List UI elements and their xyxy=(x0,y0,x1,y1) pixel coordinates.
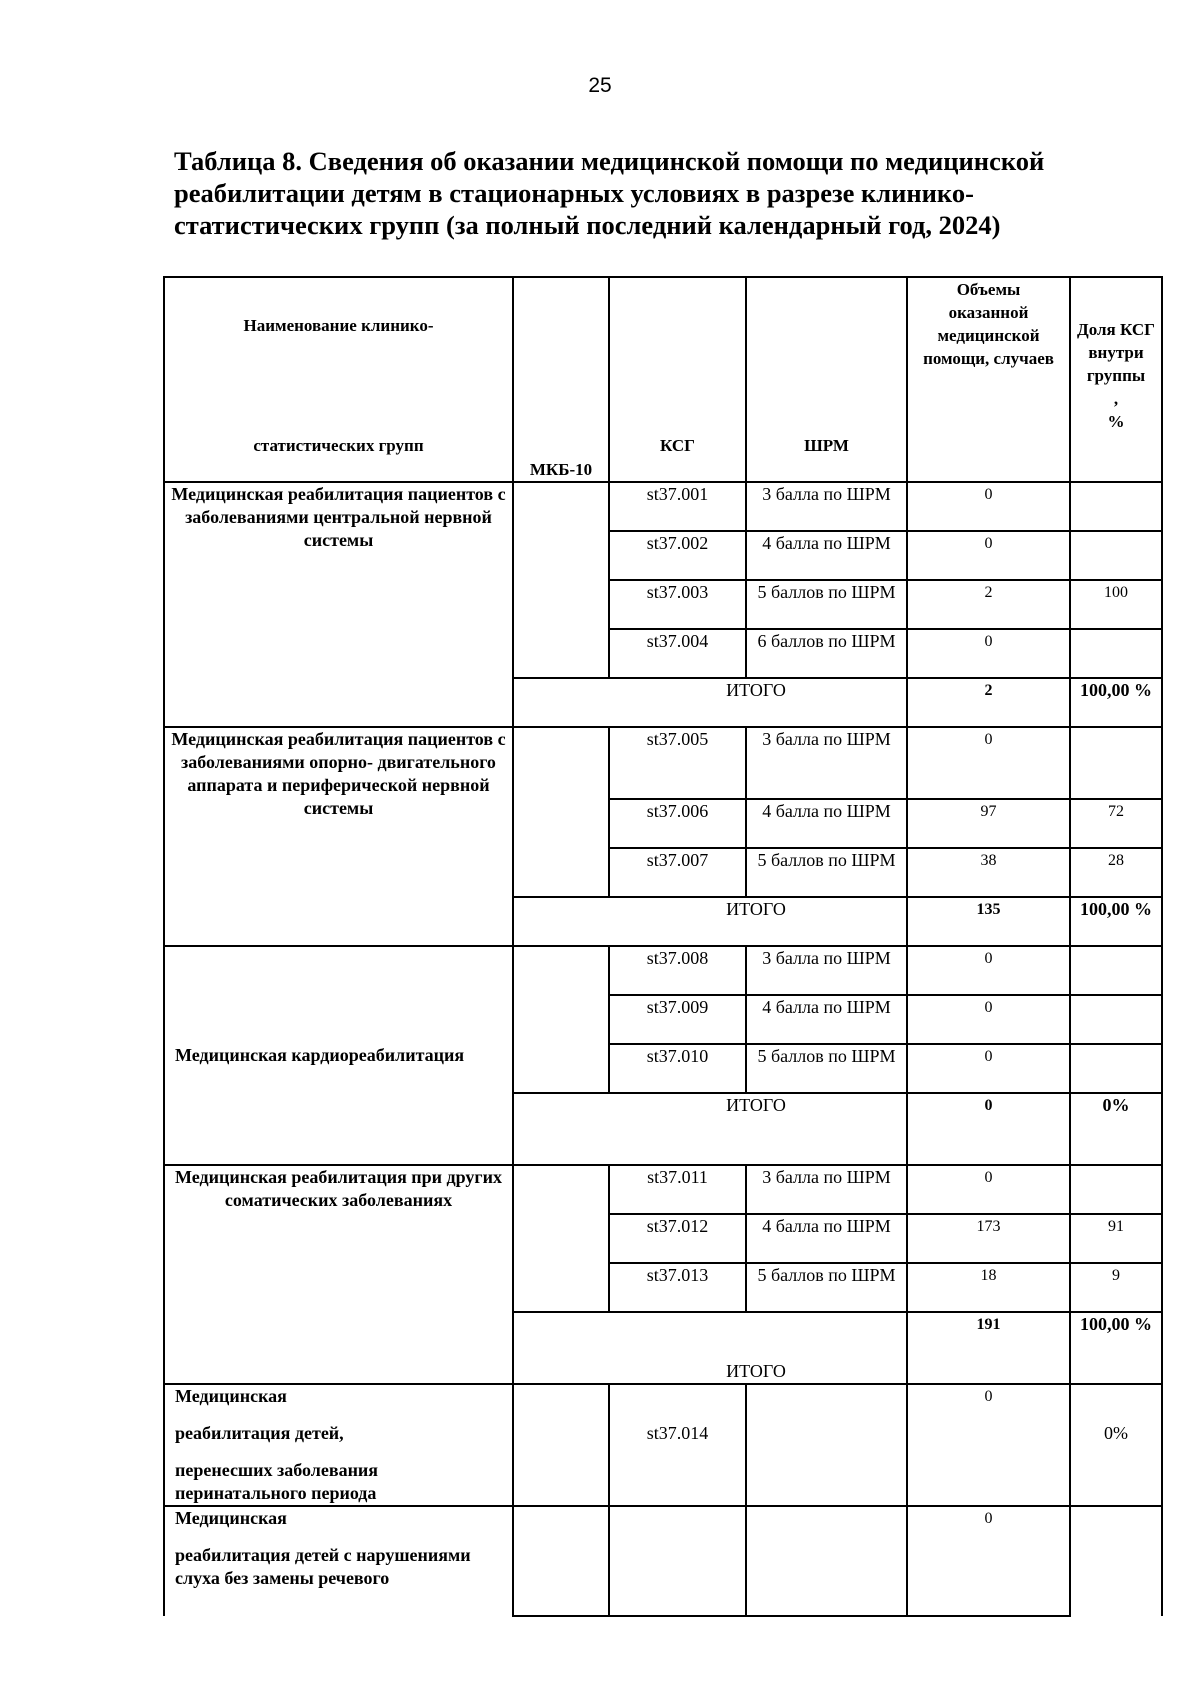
mkb-cell xyxy=(513,946,609,1093)
share-cell xyxy=(1070,1506,1162,1616)
total-label xyxy=(513,1312,907,1384)
single-row xyxy=(164,1384,1162,1506)
ksg-cell: st37.001 xyxy=(609,482,746,531)
shrm-cell: 5 баллов по ШРМ xyxy=(746,848,907,897)
volume-cell: 0 xyxy=(907,629,1070,678)
share-cell xyxy=(1070,946,1162,995)
volume-cell: 0 xyxy=(907,482,1070,531)
header-mkb: МКБ-10 xyxy=(513,277,609,482)
total-share: 100,00 % xyxy=(1070,678,1162,727)
mkb-cell xyxy=(513,727,609,897)
share-cell: 72 xyxy=(1070,799,1162,848)
shrm-cell: 5 баллов по ШРМ xyxy=(746,1044,907,1093)
shrm-cell: 4 балла по ШРМ xyxy=(746,531,907,580)
group-name-line: перенесших заболевания перинатального периода xyxy=(175,1460,379,1503)
total-label xyxy=(513,678,907,727)
share-cell xyxy=(1070,531,1162,580)
shrm-cell: 6 баллов по ШРМ xyxy=(746,629,907,678)
header-row xyxy=(164,277,1162,482)
volume-cell: 18 xyxy=(907,1263,1070,1312)
shrm-cell: 3 балла по ШРМ xyxy=(746,1165,907,1214)
total-volume: 191 xyxy=(907,1312,1070,1384)
volume-cell: 97 xyxy=(907,799,1070,848)
group-name: Медицинская реабилитация пациентов с заболеваниями опорно- двигательного аппарата и периферической нервной системы xyxy=(164,727,513,946)
table-row xyxy=(164,482,1162,531)
shrm-cell: 4 балла по ШРМ xyxy=(746,799,907,848)
shrm-cell xyxy=(746,1384,907,1506)
table-row xyxy=(164,946,1162,995)
share-cell xyxy=(1070,629,1162,678)
header-share: Доля КСГ внутри группы , % xyxy=(1070,277,1162,482)
ksg-cell xyxy=(609,1506,746,1616)
group-name: Медицинская кардиореабилитация xyxy=(164,946,513,1165)
ksg-cell: st37.007 xyxy=(609,848,746,897)
total-label xyxy=(513,1093,907,1165)
table-row xyxy=(164,1165,1162,1214)
table-title: Таблица 8. Сведения об оказании медицинской помощи по медицинской реабилитации детям в стационарных условиях в разрезе клинико-статистических групп (за полный последний календарный год, 2024) xyxy=(174,146,1045,240)
total-label-text: ИТОГО xyxy=(726,1361,786,1381)
volume-cell: 38 xyxy=(907,848,1070,897)
shrm-cell xyxy=(746,1506,907,1616)
volume-cell: 0 xyxy=(907,1044,1070,1093)
shrm-cell: 3 балла по ШРМ xyxy=(746,946,907,995)
ksg-cell: st37.010 xyxy=(609,1044,746,1093)
volume-cell: 0 xyxy=(907,531,1070,580)
header-name-top: Наименование клинико- xyxy=(243,316,434,335)
group-name: Медицинская реабилитация при других соматических заболеваниях xyxy=(164,1165,513,1384)
ksg-cell: st37.014 xyxy=(609,1384,746,1506)
total-volume: 2 xyxy=(907,678,1070,727)
shrm-cell: 4 балла по ШРМ xyxy=(746,1214,907,1263)
ksg-cell: st37.011 xyxy=(609,1165,746,1214)
share-cell: 9 xyxy=(1070,1263,1162,1312)
shrm-cell: 5 баллов по ШРМ xyxy=(746,1263,907,1312)
ksg-cell: st37.008 xyxy=(609,946,746,995)
total-label-text: ИТОГО xyxy=(726,680,786,700)
header-name-bottom: статистических групп xyxy=(253,436,424,455)
share-cell xyxy=(1070,482,1162,531)
total-share: 100,00 % xyxy=(1070,897,1162,946)
share-cell: 91 xyxy=(1070,1214,1162,1263)
volume-cell: 0 xyxy=(907,727,1070,799)
header-name xyxy=(164,277,513,482)
group-name-line: реабилитация детей с нарушениями слуха без замены речевого xyxy=(175,1545,471,1588)
ksg-table xyxy=(163,276,1163,1617)
total-volume: 0 xyxy=(907,1093,1070,1165)
shrm-cell: 5 баллов по ШРМ xyxy=(746,580,907,629)
page-number: 25 xyxy=(588,74,612,97)
volume-cell: 0 xyxy=(907,995,1070,1044)
share-cell: 100 xyxy=(1070,580,1162,629)
group-name: Медицинская реабилитация пациентов с заболеваниями центральной нервной системы xyxy=(164,482,513,727)
volume-cell: 173 xyxy=(907,1214,1070,1263)
mkb-cell xyxy=(513,482,609,678)
ksg-cell: st37.003 xyxy=(609,580,746,629)
ksg-cell: st37.012 xyxy=(609,1214,746,1263)
group-name-line: реабилитация детей, xyxy=(175,1423,344,1443)
mkb-cell xyxy=(513,1165,609,1312)
shrm-cell: 3 балла по ШРМ xyxy=(746,482,907,531)
header-ksg: КСГ xyxy=(609,277,746,482)
mkb-cell xyxy=(513,1384,609,1506)
group-name-line: Медицинская xyxy=(175,1508,287,1528)
total-label-text: ИТОГО xyxy=(726,899,786,919)
ksg-cell: st37.009 xyxy=(609,995,746,1044)
share-cell xyxy=(1070,727,1162,799)
ksg-cell: st37.013 xyxy=(609,1263,746,1312)
header-volume: Объемы оказанной медицинской помощи, случаев xyxy=(907,277,1070,482)
ksg-cell: st37.005 xyxy=(609,727,746,799)
single-row xyxy=(164,1506,1162,1616)
volume-cell: 2 xyxy=(907,580,1070,629)
group-name xyxy=(164,1506,513,1616)
share-cell: 28 xyxy=(1070,848,1162,897)
volume-cell: 0 xyxy=(907,946,1070,995)
share-cell: 0% xyxy=(1070,1384,1162,1506)
header-shrm: ШРМ xyxy=(746,277,907,482)
share-cell xyxy=(1070,1044,1162,1093)
table-row xyxy=(164,727,1162,799)
total-share: 0% xyxy=(1070,1093,1162,1165)
volume-cell: 0 xyxy=(907,1384,1070,1506)
total-label xyxy=(513,897,907,946)
shrm-cell: 4 балла по ШРМ xyxy=(746,995,907,1044)
share-cell xyxy=(1070,995,1162,1044)
shrm-cell: 3 балла по ШРМ xyxy=(746,727,907,799)
share-cell xyxy=(1070,1165,1162,1214)
ksg-cell: st37.002 xyxy=(609,531,746,580)
total-label-text: ИТОГО xyxy=(726,1095,786,1115)
ksg-cell: st37.004 xyxy=(609,629,746,678)
mkb-cell xyxy=(513,1506,609,1616)
ksg-cell: st37.006 xyxy=(609,799,746,848)
volume-cell: 0 xyxy=(907,1506,1070,1616)
group-name xyxy=(164,1384,513,1506)
total-share: 100,00 % xyxy=(1070,1312,1162,1384)
group-name-line: Медицинская xyxy=(175,1386,287,1406)
volume-cell: 0 xyxy=(907,1165,1070,1214)
total-volume: 135 xyxy=(907,897,1070,946)
